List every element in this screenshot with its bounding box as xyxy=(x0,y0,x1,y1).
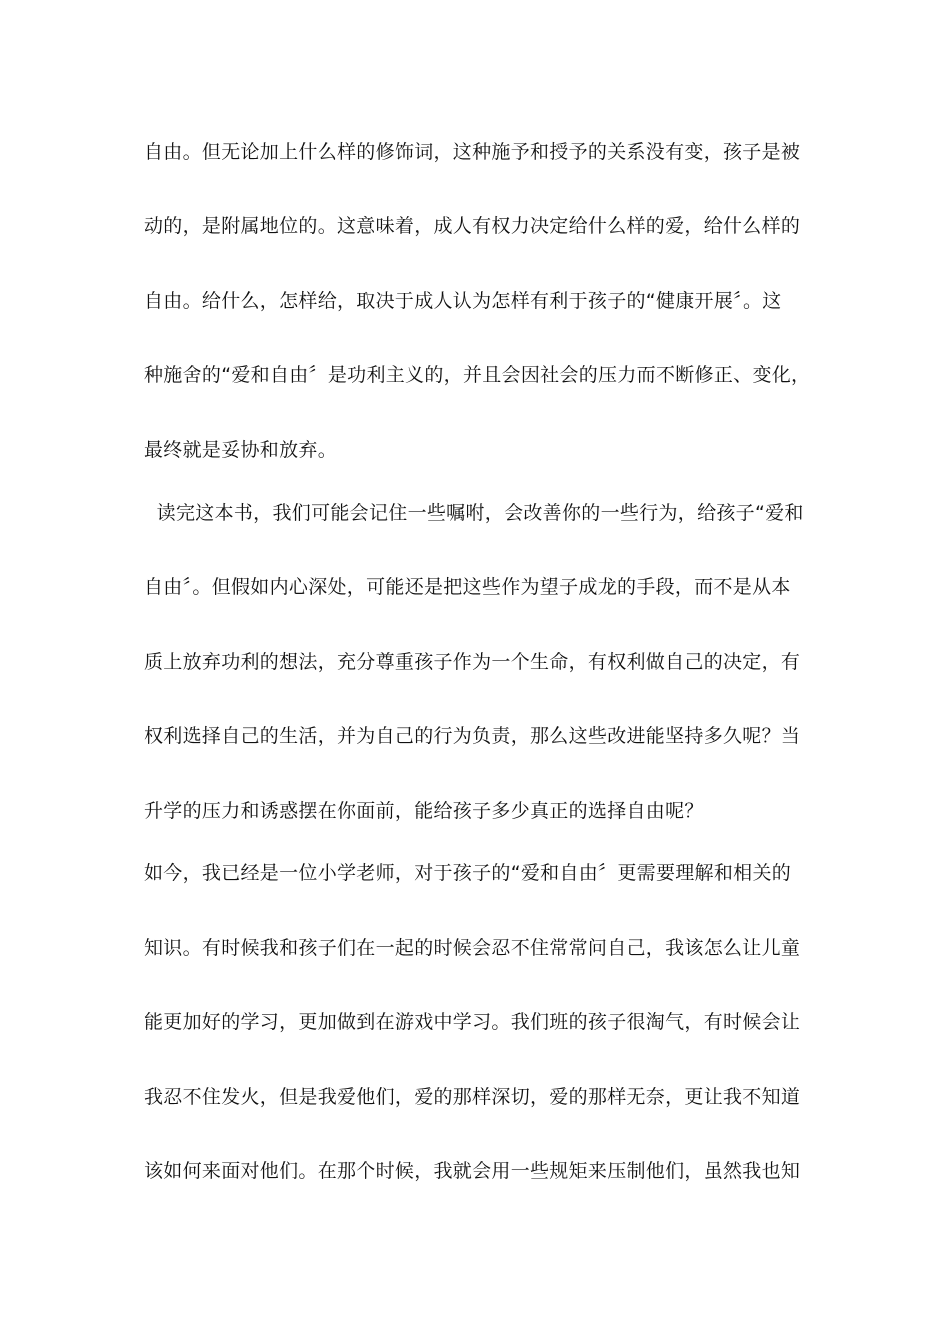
text-line: 如今，我已经是一位小学老师，对于孩子的“爱和自由〞更需要理解和相关的 xyxy=(144,862,792,884)
text-line: 自由〞。但假如内心深处，可能还是把这些作为望子成龙的手段，而不是从本 xyxy=(144,576,791,598)
text-line: 读完这本书，我们可能会记住一些嘱咐，会改善你的一些行为，给孩子“爱和 xyxy=(144,502,804,524)
text-line: 知识。有时候我和孩子们在一起的时候会忍不住常常问自己，我该怎么让儿童 xyxy=(144,937,801,959)
text-line: 动的，是附属地位的。这意味着，成人有权力决定给什么样的爱，给什么样的 xyxy=(144,215,801,237)
text-line: 最终就是妥协和放弃。 xyxy=(144,439,338,461)
text-line: 种施舍的“爱和自由〞是功利主义的，并且会因社会的压力而不断修正、变化， xyxy=(144,364,811,386)
text-line: 升学的压力和诱惑摆在你面前，能给孩子多少真正的选择自由呢？ xyxy=(144,800,704,822)
text-line: 权利选择自己的生活，并为自己的行为负责，那么这些改进能坚持多久呢？当 xyxy=(144,725,801,747)
text-line: 自由。给什么，怎样给，取决于成人认为怎样有利于孩子的“健康开展〞。这 xyxy=(144,290,782,312)
text-line: 我忍不住发火，但是我爱他们，爱的那样深切，爱的那样无奈，更让我不知道 xyxy=(144,1086,801,1108)
text-line: 该如何来面对他们。在那个时候，我就会用一些规矩来压制他们，虽然我也知 xyxy=(144,1160,801,1182)
text-line: 自由。但无论加上什么样的修饰词，这种施予和授予的关系没有变，孩子是被 xyxy=(144,141,801,163)
text-line: 能更加好的学习，更加做到在游戏中学习。我们班的孩子很淘气，有时候会让 xyxy=(144,1011,801,1033)
text-line: 质上放弃功利的想法，充分尊重孩子作为一个生命，有权利做自己的决定，有 xyxy=(144,651,801,673)
